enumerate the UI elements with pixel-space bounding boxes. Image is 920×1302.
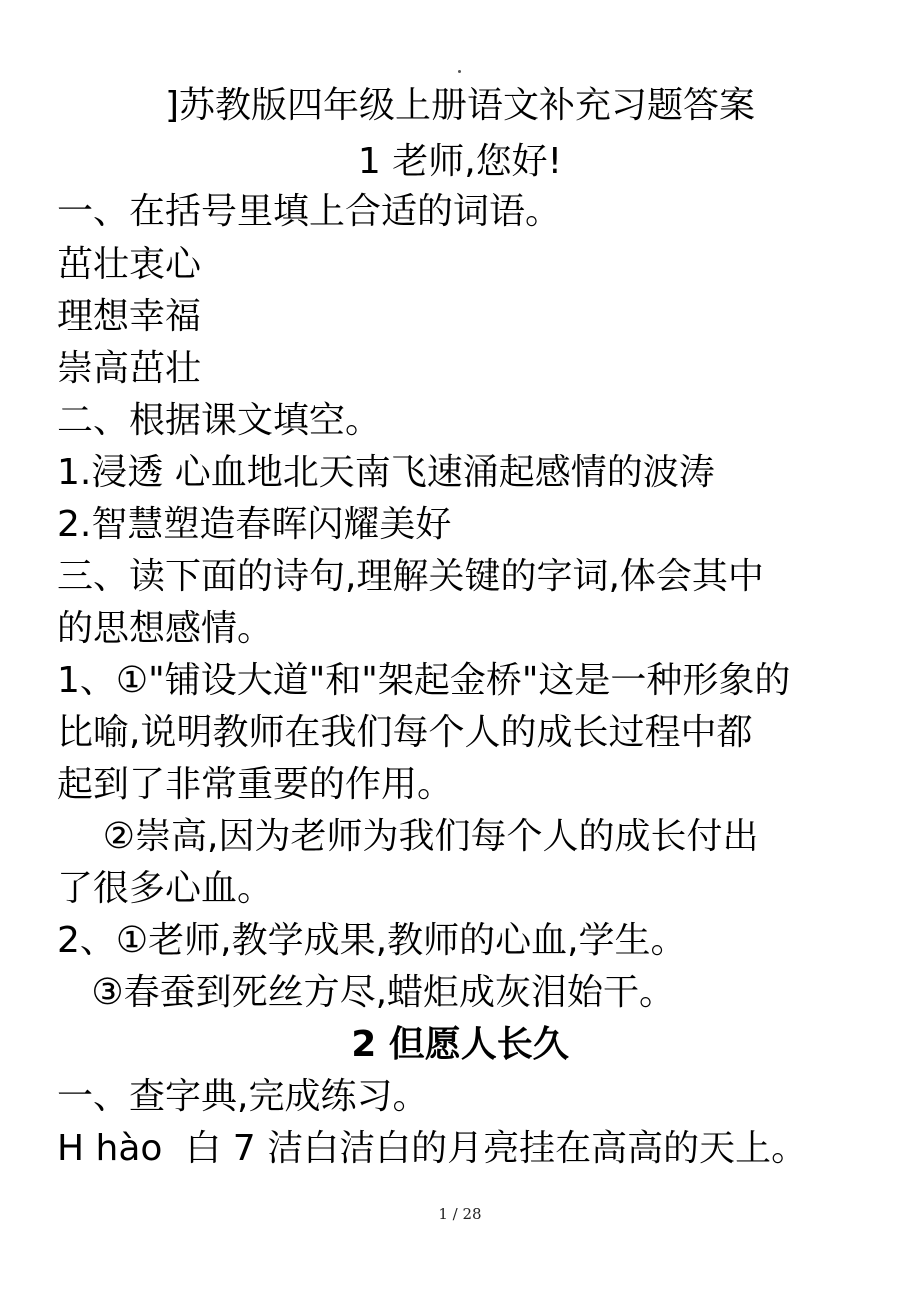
lesson-1-title: 1 老师,您好! [357,141,563,182]
answer-line: ③春蚕到死丝方尽,蜡炬成灰泪始干。 [57,972,676,1013]
section-2-heading: 二、根据课文填空。 [57,400,382,441]
answer-line: H hào 白 7 洁白洁白的月亮挂在高高的天上。 [57,1128,808,1169]
answer-line: 2、①老师,教学成果,教师的心血,学生。 [57,920,687,961]
page-number: 1 / 28 [438,1205,482,1223]
document-title: ]苏教版四年级上册语文补充习题答案 [164,85,756,126]
section-3-heading: 三、读下面的诗句,理解关键的字词,体会其中 [57,556,764,597]
answer-line: 1、①"铺设大道"和"架起金桥"这是一种形象的 [57,660,791,701]
answer-line: 茁壮衷心 [57,244,202,285]
answer-line: 起到了非常重要的作用。 [57,764,454,805]
section-1-heading: 一、在括号里填上合适的词语。 [57,191,562,232]
answer-line: 理想幸福 [57,296,202,337]
answer-line: 2.智慧塑造春晖闪耀美好 [57,504,452,545]
answer-line: ②崇高,因为老师为我们每个人的成长付出 [57,816,759,857]
lesson-2-title: 2 但愿人长久 [351,1024,569,1065]
answer-line: 崇高茁壮 [57,348,202,389]
answer-line: 1.浸透 心血地北天南飞速涌起感情的波涛 [57,452,715,493]
page-dot [458,70,461,73]
section-3-heading-cont: 的思想感情。 [57,608,274,649]
answer-line: 了很多心血。 [57,868,274,909]
lesson-2-section-1-heading: 一、查字典,完成练习。 [57,1076,429,1117]
answer-line: 比喻,说明教师在我们每个人的成长过程中都 [57,712,753,753]
